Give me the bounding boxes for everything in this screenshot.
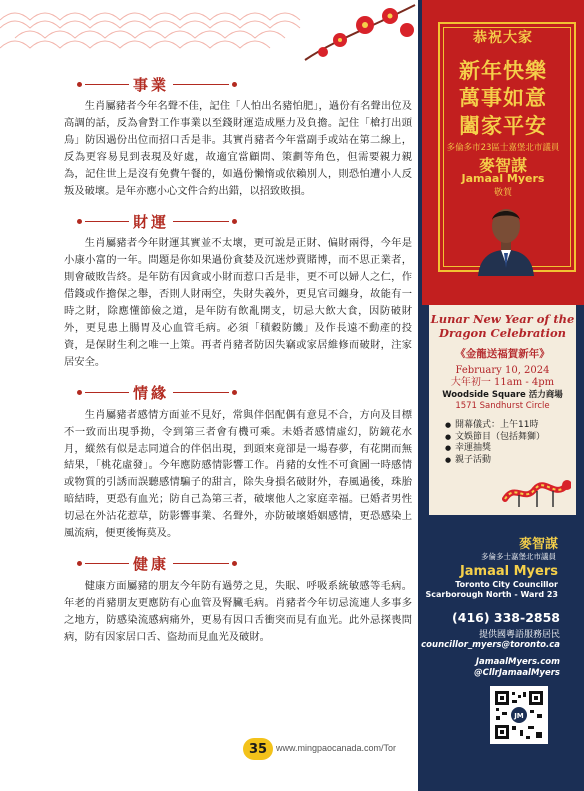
- greeting-line: 萬事如意: [459, 85, 547, 110]
- section-heading: [74, 70, 412, 98]
- contact-name-cn: 麥智謀: [518, 537, 558, 552]
- event-date: February 10, 2024: [455, 365, 550, 376]
- greeting-line: 闔家平安: [459, 113, 547, 138]
- paragraph: 生肖屬豬者今年財運其實並不太壞，更可說是正財、偏財兩得，今年是小康小富的一年。問題是你如果過份貪婪及沉迷炒賣賭博，而不思正業者，則會破敗告終。是年防有因貪或小財而惹口舌是非，更不可以婦人之仁，作借錢或作擔保之舉，否則人財兩空，失財失義外，更見官司纏身，故能有一時之財，除應懂節儉之道，是年防有飲亂開支，切忌大飲大食，因防破財外，更見患上腸胃及心血管毛病。必須「積穀防饑」及作長遠不動產的投資，是保財生利之唯一上策。再者肖豬者防因失竊或家居維修而破財，注家居安全。: [64, 237, 412, 368]
- plum-blossom-decoration: [295, 0, 417, 66]
- list-item: ● 開幕儀式：上午11時: [445, 420, 565, 432]
- event-venue: Woodside Square 活力商場: [442, 390, 563, 400]
- event-time: 大年初一 11am - 4pm: [450, 377, 555, 388]
- greeting-panel: [422, 0, 584, 305]
- event-card: [429, 305, 576, 515]
- section-heading: [74, 550, 412, 578]
- section-body: [60, 407, 412, 542]
- event-venue-block: [429, 390, 576, 412]
- website-link[interactable]: JamaalMyers.com: [475, 657, 560, 667]
- section-title: 事業: [133, 75, 170, 94]
- list-item: ● 親子活動: [445, 455, 565, 467]
- section-romance: [60, 379, 412, 542]
- section-career: [60, 70, 412, 199]
- section-heading: [74, 379, 412, 407]
- section-health: [60, 550, 412, 646]
- section-heading: [74, 207, 412, 235]
- councillor-name-en: Jamaal Myers: [461, 172, 545, 185]
- paragraph: 健康方面屬豬的朋友今年防有過勞之見，失眠、呼吸系統敏感等毛病。年老的肖豬朋友更應防有心血管及腎臟毛病。肖豬者今年切忌流連人多事多之地方，防感染流感病痛外，更易有因口舌衝突而見有血光。此外忌探喪問病，防有因家居口舌、盜劫而見血光及破財。: [64, 579, 412, 643]
- qr-code-icon[interactable]: [490, 686, 548, 744]
- greeting-line: 新年快樂: [459, 58, 547, 83]
- footer-url[interactable]: www.mingpaocanada.com/Tor: [276, 743, 397, 753]
- event-title-en: Lunar New Year of the Dragon Celebration: [430, 312, 575, 340]
- role-line: Scarborough North - Ward 23: [425, 590, 558, 599]
- event-title-cn: 《金龍送福賀新年》: [455, 348, 550, 360]
- list-item: ● 文娛節目（包括舞獅）: [445, 432, 565, 444]
- dragon-dance-illustration: [501, 473, 571, 509]
- regards-text: 敬賀: [493, 188, 512, 198]
- paragraph: 生肖屬豬者今年名聲不佳，記住「人怕出名豬怕肥」，過份有名聲出位及高調的話，反為會對工作事業以至錢財運造成壓力及負擔。記住「槍打出頭鳥」防因過份出位而招口舌是非。其實肖豬者今年當副手或站在第二線上，反為更容易見到表現及好處，故適宜當顧問、策劃等角色，但需要親力親為，記住世上是沒有免費午餐的，如過份懶惰或依賴別人，則恐怕遭小人反叛及破壞。是年亦應小心文件合約出錯，以招致敗損。: [64, 100, 412, 197]
- contact-phone[interactable]: (416) 338-2858: [452, 610, 560, 625]
- contact-web: [418, 657, 584, 678]
- section-body: [60, 235, 412, 370]
- councillor-advertisement: [418, 0, 584, 791]
- event-address: 1571 Sandhurst Circle: [455, 401, 550, 411]
- contact-name-en: Jamaal Myers: [459, 564, 558, 579]
- councillor-name-cn: 麥智謀: [478, 156, 527, 175]
- horoscope-article: [60, 70, 412, 654]
- social-handle[interactable]: @CllrJamaalMyers: [474, 667, 560, 678]
- councillor-portrait: [474, 198, 538, 276]
- list-item: ● 幸運抽獎: [445, 443, 565, 455]
- role-line: Toronto City Councillor: [455, 580, 558, 589]
- section-title: 情緣: [133, 384, 170, 403]
- page-number: 35: [243, 738, 273, 760]
- svg-text:JM: JM: [514, 712, 524, 720]
- section-wealth: [60, 207, 412, 370]
- service-note: 提供國粵語服務居民: [478, 630, 560, 640]
- contact-office: 多倫多士嘉堡北市議員: [481, 552, 556, 561]
- greeting-small: 恭祝大家: [473, 30, 533, 46]
- paragraph: 生肖屬豬者感情方面並不見好，常與伴侶配偶有意見不合，方向及目標不一致而出現爭拗，令到第三者會有機可乘。未婚者感情虛幻，防鏡花水月，縱然有似是志同道合的伴侶出現，到頭來竟卻是一場春夢，有花開而無結果，「桃花虛發」。今年應防感情影響工作。肖豬的女性不可貪圖一時感情或物質的引誘而誤聽感情騙子的甜言，除失身損名破財外，春風過後，珠胎暗結時，更恐有血光；防自己為第三者，破壞他人之家庭幸福。已婚者男性切忌在外沾花惹草，防影響事業、名聲外，亦防破壞婚姻感情，更恐感染上風流病，便更後悔莫及。: [64, 408, 412, 540]
- event-activities: [445, 420, 565, 466]
- section-body: [60, 578, 412, 646]
- event-date-block: [429, 365, 576, 389]
- section-title: 健康: [133, 555, 170, 574]
- section-body: [60, 98, 412, 199]
- office-title: 多倫多市23區士嘉堡北市議員: [446, 143, 560, 153]
- contact-email[interactable]: councillor_myers@toronto.ca: [421, 640, 560, 650]
- contact-role: [418, 580, 584, 600]
- section-title: 財運: [133, 212, 170, 231]
